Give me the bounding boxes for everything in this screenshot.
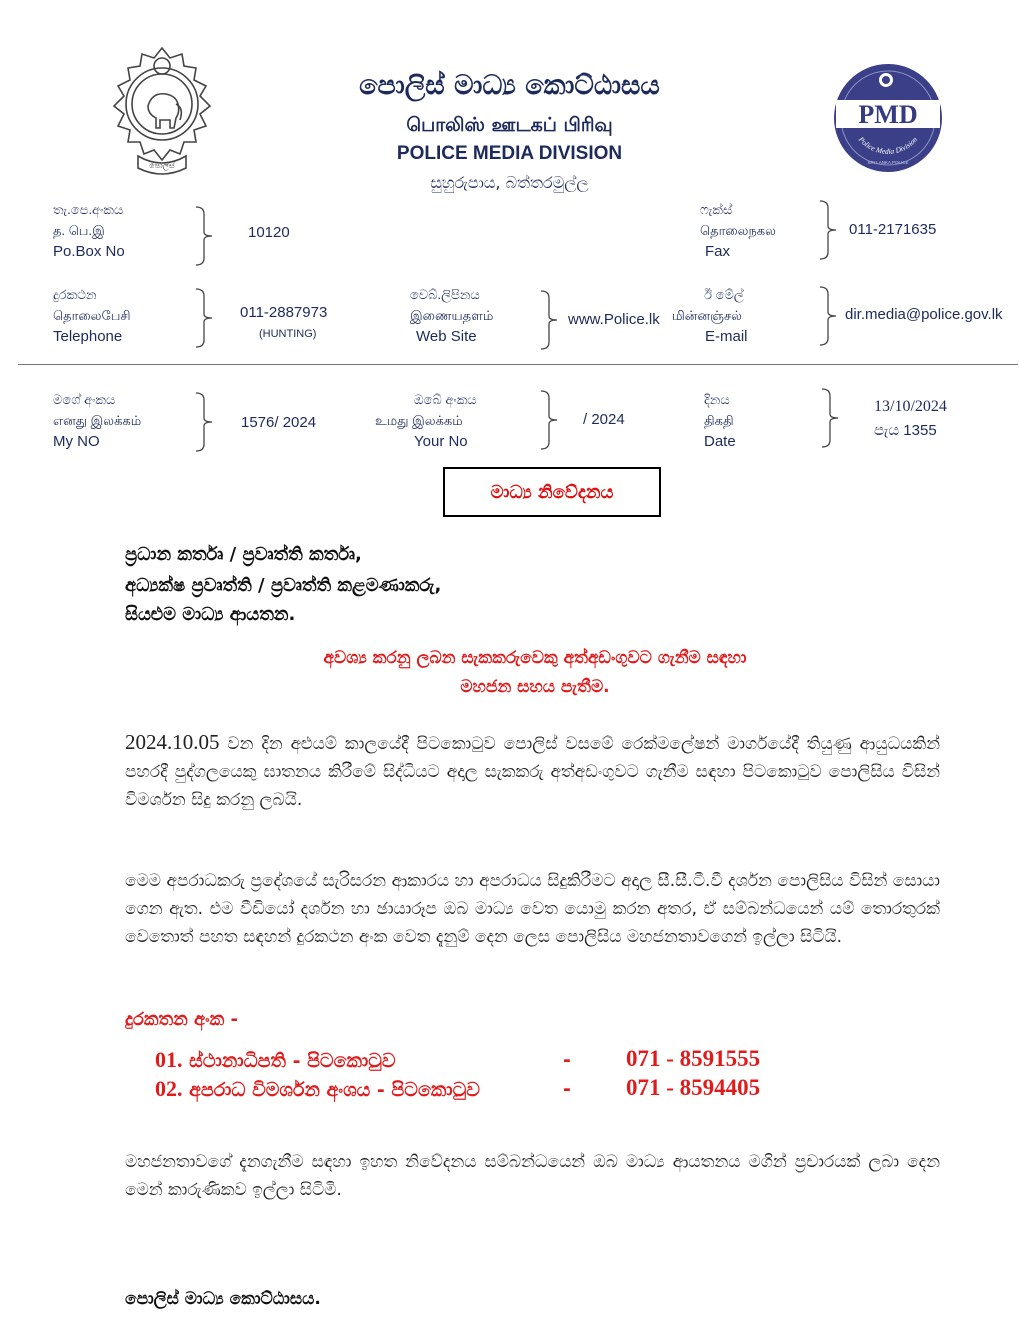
telephone-labels xyxy=(53,284,131,347)
email-link[interactable]: dir.media@police.gov.lk xyxy=(845,306,1003,323)
phone-numbers-heading: දුරකතන අංක - xyxy=(125,1009,238,1030)
date-value: 13/10/2024 xyxy=(874,398,947,415)
time-value: පැය 1355 xyxy=(874,422,937,439)
telephone-label-si: දුරකථන xyxy=(53,287,97,302)
my-no-brace xyxy=(194,392,208,452)
division-title-english: POLICE MEDIA DIVISION xyxy=(396,143,623,164)
division-address: සුහුරුපාය, බත්තරමුල්ල xyxy=(430,173,589,192)
pobox-label-si: තැ.පෙ.අංකය xyxy=(53,202,124,217)
your-no-label-ta: உமது இலக்கம் xyxy=(375,413,463,428)
svg-text:PMD: PMD xyxy=(858,100,918,129)
telephone-brace xyxy=(194,288,208,348)
website-link[interactable]: www.Police.lk xyxy=(568,311,660,328)
contact-row-1 xyxy=(155,1047,396,1073)
contact-2-name: අපරාධ විමර්ශන අංශය - පිටකොටුව xyxy=(189,1079,480,1101)
website-label-ta: இணையதளம் xyxy=(410,308,494,323)
telephone-label-en: Telephone xyxy=(53,328,123,345)
your-no-brace xyxy=(539,390,553,450)
contact-1-phone: 071 - 8591555 xyxy=(626,1046,761,1071)
website-brace xyxy=(539,290,553,350)
contact-2-number: 02. xyxy=(155,1076,183,1101)
fax-label-si: ෆැක්ස් xyxy=(700,202,733,217)
email-label-si: ඊ මේල් xyxy=(704,287,744,302)
your-no-label-si: ඔබේ අංකය xyxy=(414,392,477,407)
incident-date: 2024.10.05 xyxy=(125,730,220,754)
subject-line-2: මහජන සහය පැතීම. xyxy=(460,677,610,697)
division-title-sinhala: පොලිස් මාධ්‍ය කොට්ඨාසය xyxy=(359,70,660,101)
contact-2-dash: - xyxy=(563,1078,571,1100)
contact-2-phone: 071 - 8594405 xyxy=(626,1075,761,1100)
date-label-en: Date xyxy=(704,433,736,450)
my-no-labels xyxy=(53,389,141,452)
svg-text:SRI LANKA POLICE: SRI LANKA POLICE xyxy=(867,160,909,165)
pobox-label-ta: த. பெ.இ xyxy=(53,223,105,238)
fax-brace xyxy=(818,200,832,260)
pobox-labels xyxy=(53,199,125,262)
signature-line: පොලිස් මාධ්‍ය කොට්ඨාසය. xyxy=(125,1289,321,1309)
contact-1-dash: - xyxy=(563,1049,571,1071)
your-no-label-en: Your No xyxy=(414,433,468,450)
email-label-ta: மின்னஞ்சல் xyxy=(672,308,742,323)
your-no-value: / 2024 xyxy=(583,411,625,428)
fax-label-en: Fax xyxy=(705,243,731,260)
paragraph-1 xyxy=(125,728,940,814)
contact-1-number: 01. xyxy=(155,1047,183,1072)
date-label-ta: திகதி xyxy=(704,413,734,428)
your-no-labels xyxy=(375,389,477,452)
date-label-si: දිනය xyxy=(704,392,730,407)
paragraph-1-text: වන දින අළුයම් කාලයේදී පිටකොටුව පොලිස් වසමේ රෙක්මලේෂන් මාර්ගයේදී තියුණු ආයුධයකින් පහරදී පුද්ගලයෙකු ඝාතනය කිරීමේ සිද්ධියට අදාල සැකකරු අත්අඩංගුවට ගැනීම සඳහා පිටකොටුව පොලිසිය විසින් විමර්ශන සිදු කරනු ලබයි. xyxy=(125,734,940,810)
contact-1-name: ස්ථානාධිපති - පිටකොටුව xyxy=(189,1050,396,1072)
media-release-title: මාධ්‍ය නිවේදනය xyxy=(443,467,661,517)
fax-label-ta: தொலைநகல xyxy=(700,223,776,238)
paragraph-2: මෙම අපරාධකරු ප්‍රදේශයේ සැරිසරන ආකාරය හා අපරාධය සිදුකිරීමට අදාල සී.සී.ටී.වී දර්ශන පොලිසිය විසින් සොයා ගෙන ඇත. එම වීඩියෝ දර්ශන හා ඡායාරූප ඔබ මාධ්‍ය වෙත යොමු කරන අතර, ඒ සම්බන්ධයෙන් යම් තොරතුරක් වෙතොත් පහත සඳහන් දුරකථන අංක වෙත දැනුම් දෙන ලෙස පොලිසිය මහජනතාවගෙන් ඉල්ලා සිටියි. xyxy=(125,871,940,947)
header-divider xyxy=(18,364,1018,365)
svg-text:Police Media Division: Police Media Division xyxy=(856,134,920,156)
svg-text:පොලිස්: පොලිස් xyxy=(149,161,175,170)
recipient-line-1: ප්‍රධාන කර්තෘ / ප්‍රවෘත්ති කර්තෘ, xyxy=(125,544,362,565)
pobox-value: 10120 xyxy=(248,224,290,241)
date-brace xyxy=(820,388,834,448)
email-brace xyxy=(818,286,832,346)
website-label-en: Web Site xyxy=(416,328,477,345)
my-no-label-en: My NO xyxy=(53,433,100,450)
my-no-label-ta: எனது இலக்கம் xyxy=(53,413,142,428)
division-title-tamil: பொலிஸ் ஊடகப் பிரிவு xyxy=(406,114,613,136)
fax-labels xyxy=(700,199,776,262)
my-no-value: 1576/ 2024 xyxy=(241,414,317,431)
paragraph-3: මහජනතාවගේ දැනගැනීම සඳහා ඉහත නිවේදනය සම්බන්ධයෙන් ඔබ මාධ්‍ය ආයතනය මගින් ප්‍රචාරයක් ලබා දෙන මෙන් කාරුණිකව ඉල්ලා සිටිමි. xyxy=(125,1152,940,1200)
email-label-en: E-mail xyxy=(705,328,748,345)
pobox-brace xyxy=(194,206,208,266)
telephone-label-ta: தொலைபேசி xyxy=(53,308,131,323)
date-labels xyxy=(704,389,736,452)
pobox-label-en: Po.Box No xyxy=(53,243,125,260)
telephone-hunting-note: (HUNTING) xyxy=(259,328,317,340)
telephone-value: 011-2887973 xyxy=(240,304,328,321)
email-labels xyxy=(672,284,748,347)
recipient-line-2: අධ්‍යක්ෂ ප්‍රවෘත්ති / ප්‍රවෘත්ති කළමණාකරු, xyxy=(125,575,442,596)
website-label-si: වෙබ්.ලිපිනය xyxy=(410,287,480,302)
website-labels xyxy=(410,284,493,347)
contact-row-2 xyxy=(155,1076,480,1102)
fax-value: 011-2171635 xyxy=(849,221,937,238)
my-no-label-si: මගේ අංකය xyxy=(53,392,116,407)
recipient-line-3: සියළුම මාධ්‍ය ආයතන. xyxy=(125,604,296,625)
subject-line-1: අවශ්‍ය කරනු ලබන සැකකරුවෙකු අත්අඩංගුවට ගැනීම සඳහා xyxy=(323,648,747,668)
